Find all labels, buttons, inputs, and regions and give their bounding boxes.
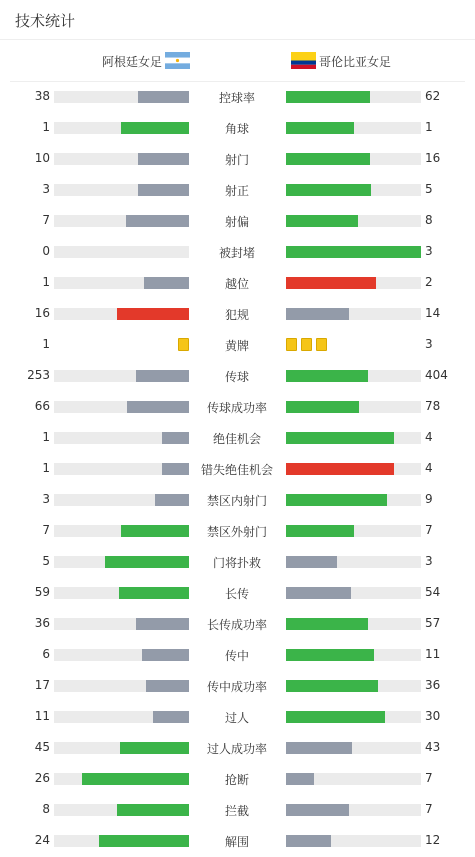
home-bar-track xyxy=(54,742,189,754)
header xyxy=(0,0,475,40)
home-bar-track xyxy=(54,525,189,537)
home-bar-track xyxy=(54,246,189,258)
home-value: 3 xyxy=(42,492,50,506)
away-bar-fill xyxy=(286,494,387,506)
away-value: 14 xyxy=(425,306,441,320)
stat-label: 传中成功率 xyxy=(206,680,267,694)
away-bar-fill xyxy=(286,308,349,320)
home-bar-track xyxy=(54,401,189,413)
stat-row xyxy=(0,366,475,386)
away-bar-track xyxy=(286,370,421,382)
away-bar-track xyxy=(286,401,421,413)
stat-row xyxy=(0,800,475,820)
stat-row xyxy=(0,273,475,293)
away-bar-fill xyxy=(286,680,378,692)
away-bar-fill xyxy=(286,91,370,103)
home-value: 26 xyxy=(34,771,50,785)
home-bar-fill xyxy=(162,432,189,444)
away-bar-track xyxy=(286,246,421,258)
yellow-card-icon xyxy=(178,338,189,351)
home-bar-fill xyxy=(121,122,189,134)
away-bar-track xyxy=(286,742,421,754)
stat-label: 传球 xyxy=(224,370,249,384)
home-bar-fill xyxy=(138,153,189,165)
home-value: 1 xyxy=(42,461,50,475)
yellow-card-icon xyxy=(316,338,327,351)
away-value: 54 xyxy=(425,585,441,599)
teams-header xyxy=(10,40,465,82)
away-value: 3 xyxy=(425,337,433,351)
home-bar-fill xyxy=(121,525,189,537)
home-bar-track xyxy=(54,370,189,382)
away-bar-fill xyxy=(286,773,314,785)
away-value: 7 xyxy=(425,523,433,537)
stat-label: 犯规 xyxy=(224,308,249,322)
home-bar-track xyxy=(54,463,189,475)
away-bar-fill xyxy=(286,742,352,754)
stat-label: 射门 xyxy=(224,153,249,167)
home-value: 0 xyxy=(42,244,50,258)
home-bar-fill xyxy=(144,277,189,289)
stat-row xyxy=(0,149,475,169)
away-bar-fill xyxy=(286,618,368,630)
away-bar-fill xyxy=(286,153,370,165)
away-value: 4 xyxy=(425,461,433,475)
stat-label: 控球率 xyxy=(218,91,255,105)
stat-row xyxy=(0,180,475,200)
home-bar-track xyxy=(54,277,189,289)
away-bar-track xyxy=(286,680,421,692)
home-bar-fill xyxy=(105,556,189,568)
away-bar-track xyxy=(286,525,421,537)
home-bar-fill xyxy=(138,91,189,103)
home-bar-track xyxy=(54,649,189,661)
away-value: 1 xyxy=(425,120,433,134)
home-bar-track xyxy=(54,804,189,816)
stat-row xyxy=(0,490,475,510)
away-bar-track xyxy=(286,835,421,847)
away-bar-fill xyxy=(286,401,359,413)
home-value: 36 xyxy=(34,616,50,630)
away-bar-track xyxy=(286,215,421,227)
stat-row xyxy=(0,831,475,851)
away-bar-fill xyxy=(286,277,376,289)
home-bar-fill xyxy=(99,835,189,847)
away-team-name: 哥伦比亚女足 xyxy=(319,55,392,69)
home-bar-fill xyxy=(136,370,189,382)
away-bar-fill xyxy=(286,649,374,661)
home-bar-track xyxy=(54,122,189,134)
away-value: 16 xyxy=(425,151,441,165)
argentina-flag-icon xyxy=(165,52,190,69)
home-value: 24 xyxy=(34,833,50,847)
away-bar-track xyxy=(286,432,421,444)
home-bar-track xyxy=(54,773,189,785)
away-bar-track xyxy=(286,773,421,785)
home-value: 1 xyxy=(42,337,50,351)
home-value: 16 xyxy=(34,306,50,320)
away-bar-track xyxy=(286,804,421,816)
away-bar-fill xyxy=(286,370,368,382)
stat-label: 绝佳机会 xyxy=(212,432,261,446)
away-bar-fill xyxy=(286,432,394,444)
stat-label: 禁区外射门 xyxy=(206,525,267,539)
home-team-name: 阿根廷女足 xyxy=(101,55,162,69)
home-value: 6 xyxy=(42,647,50,661)
stat-label: 传中 xyxy=(224,649,249,663)
home-bar-track xyxy=(54,680,189,692)
stat-label: 角球 xyxy=(224,122,249,136)
away-bar-fill xyxy=(286,184,371,196)
stat-label: 黄牌 xyxy=(224,339,249,353)
away-bar-track xyxy=(286,649,421,661)
yellow-card-icon xyxy=(301,338,312,351)
stat-row xyxy=(0,614,475,634)
away-bar-fill xyxy=(286,525,354,537)
stat-label: 抢断 xyxy=(224,773,249,787)
away-bar-track xyxy=(286,556,421,568)
stat-label: 射偏 xyxy=(224,215,249,229)
away-bar-track xyxy=(286,587,421,599)
away-value: 404 xyxy=(425,368,448,382)
away-bar-track xyxy=(286,494,421,506)
away-value: 5 xyxy=(425,182,433,196)
home-value: 5 xyxy=(42,554,50,568)
stat-label: 拦截 xyxy=(224,804,249,818)
home-value: 38 xyxy=(34,89,50,103)
home-bar-fill xyxy=(146,680,189,692)
stat-row xyxy=(0,645,475,665)
page-title: 技术统计 xyxy=(15,12,76,30)
home-bar-track xyxy=(54,215,189,227)
away-bar-track xyxy=(286,91,421,103)
away-value: 3 xyxy=(425,244,433,258)
home-value: 17 xyxy=(34,678,50,692)
stat-row xyxy=(0,769,475,789)
away-bar-track xyxy=(286,184,421,196)
home-value: 1 xyxy=(42,120,50,134)
away-value: 12 xyxy=(425,833,441,847)
home-bar-fill xyxy=(162,463,189,475)
home-bar-fill xyxy=(117,308,189,320)
away-bar-fill xyxy=(286,246,421,258)
away-value: 57 xyxy=(425,616,441,630)
stat-row xyxy=(0,676,475,696)
away-value: 7 xyxy=(425,802,433,816)
away-bar-track xyxy=(286,463,421,475)
stat-row xyxy=(0,242,475,262)
home-bar-fill xyxy=(126,215,189,227)
stat-label: 被封堵 xyxy=(218,246,255,260)
away-value: 2 xyxy=(425,275,433,289)
away-bar-track xyxy=(286,308,421,320)
away-bar-fill xyxy=(286,711,385,723)
stat-label: 过人成功率 xyxy=(206,742,267,756)
home-bar-track xyxy=(54,835,189,847)
away-value: 8 xyxy=(425,213,433,227)
stat-label: 越位 xyxy=(224,277,249,291)
away-value: 43 xyxy=(425,740,441,754)
away-value: 3 xyxy=(425,554,433,568)
home-bar-track xyxy=(54,556,189,568)
home-bar-fill xyxy=(142,649,189,661)
away-value: 30 xyxy=(425,709,441,723)
stat-row xyxy=(0,211,475,231)
away-value: 36 xyxy=(425,678,441,692)
home-bar-fill xyxy=(119,587,189,599)
home-bar-fill xyxy=(120,742,189,754)
home-value: 59 xyxy=(34,585,50,599)
colombia-flag-icon xyxy=(291,52,316,69)
away-bar-fill xyxy=(286,835,331,847)
home-bar-fill xyxy=(82,773,189,785)
away-bar-fill xyxy=(286,463,394,475)
home-bar-fill xyxy=(155,494,189,506)
home-bar-fill xyxy=(138,184,189,196)
away-value: 4 xyxy=(425,430,433,444)
home-bar-track xyxy=(54,432,189,444)
stat-row xyxy=(0,335,475,355)
stat-row xyxy=(0,707,475,727)
stat-row xyxy=(0,304,475,324)
away-cards xyxy=(286,338,331,351)
away-value: 7 xyxy=(425,771,433,785)
away-bar-track xyxy=(286,618,421,630)
stat-row xyxy=(0,552,475,572)
home-bar-track xyxy=(54,587,189,599)
stat-label: 禁区内射门 xyxy=(206,494,267,508)
home-value: 7 xyxy=(42,213,50,227)
home-bar-fill xyxy=(136,618,189,630)
home-bar-track xyxy=(54,308,189,320)
stat-row xyxy=(0,87,475,107)
home-value: 7 xyxy=(42,523,50,537)
home-bar-fill xyxy=(117,804,189,816)
stat-row xyxy=(0,459,475,479)
home-bar-track xyxy=(54,711,189,723)
home-value: 66 xyxy=(34,399,50,413)
stat-label: 长传成功率 xyxy=(206,618,267,632)
home-value: 1 xyxy=(42,430,50,444)
home-bar-fill xyxy=(153,711,189,723)
away-bar-fill xyxy=(286,587,351,599)
stat-row xyxy=(0,428,475,448)
stat-row xyxy=(0,521,475,541)
home-value: 45 xyxy=(34,740,50,754)
stat-row xyxy=(0,118,475,138)
away-value: 78 xyxy=(425,399,441,413)
stat-label: 错失绝佳机会 xyxy=(200,463,273,477)
away-bar-track xyxy=(286,277,421,289)
away-bar-fill xyxy=(286,556,337,568)
home-value: 11 xyxy=(34,709,50,723)
stat-row xyxy=(0,397,475,417)
home-bar-track xyxy=(54,618,189,630)
stat-label: 门将扑救 xyxy=(212,556,261,570)
away-bar-fill xyxy=(286,215,358,227)
stat-label: 解围 xyxy=(224,835,249,849)
stat-label: 过人 xyxy=(224,711,249,725)
stat-label: 长传 xyxy=(224,587,249,601)
yellow-card-icon xyxy=(286,338,297,351)
home-value: 1 xyxy=(42,275,50,289)
away-bar-fill xyxy=(286,122,354,134)
stat-label: 射正 xyxy=(224,184,249,198)
home-value: 253 xyxy=(27,368,50,382)
stat-row xyxy=(0,738,475,758)
away-value: 9 xyxy=(425,492,433,506)
home-bar-track xyxy=(54,153,189,165)
home-bar-fill xyxy=(127,401,189,413)
away-value: 11 xyxy=(425,647,441,661)
away-value: 62 xyxy=(425,89,441,103)
home-value: 10 xyxy=(34,151,50,165)
home-value: 3 xyxy=(42,182,50,196)
stat-label: 传球成功率 xyxy=(206,401,267,415)
away-bar-track xyxy=(286,153,421,165)
away-bar-track xyxy=(286,711,421,723)
away-bar-fill xyxy=(286,804,349,816)
home-bar-track xyxy=(54,91,189,103)
away-bar-track xyxy=(286,122,421,134)
home-bar-track xyxy=(54,494,189,506)
home-value: 8 xyxy=(42,802,50,816)
home-bar-track xyxy=(54,184,189,196)
stat-row xyxy=(0,583,475,603)
